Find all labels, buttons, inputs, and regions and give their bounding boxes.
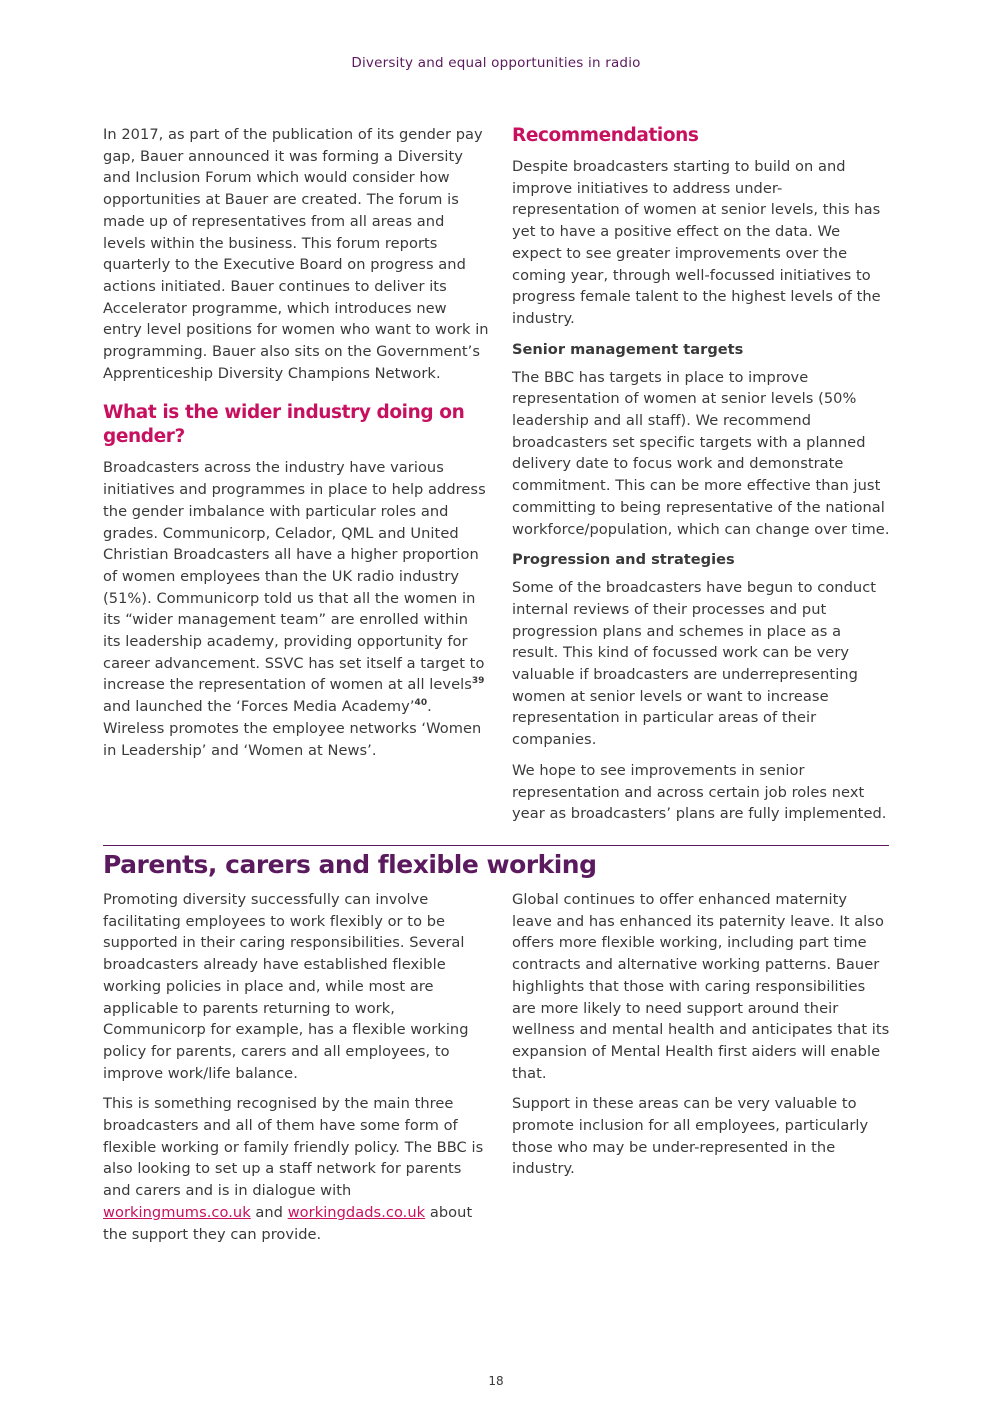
running-header: Diversity and equal opportunities in radio (351, 55, 641, 71)
progression-strategies-heading: Progression and strategies (512, 551, 735, 569)
senior-management-targets-heading: Senior management targets (512, 340, 744, 358)
section-divider (103, 845, 889, 846)
senior-management-paragraph: The BBC has targets in place to improve representation of women at senior levels (50% leadership and all staff). We recommend broadcasters set specific targets with a planned delivery date to focus work and demonstrate commitment. This can be more effective than just committing to being representative of the national workforce/population, which can change over time. (512, 368, 890, 538)
global-maternity-paragraph: Global continues to offer enhanced maternity leave and has enhanced its paternity leave. It also offers more flexible working, including part time contracts and alternative working patterns. Bauer highlights that those with caring responsibilities are more likely to need support around their wellness and mental health and anticipates that its expansion of Mental Health first aiders will enable that. (512, 891, 890, 1082)
wider-industry-text-c: . Wireless promotes the employee networks ‘Women in Leadership’ and ‘Women at News’. (103, 698, 482, 759)
footnote-40[interactable]: 40 (414, 698, 428, 709)
recommendations-paragraph: Despite broadcasters starting to build on and improve initiatives to address under-representation of women at senior levels, this has yet to have a positive effect on the data. We expect to see greater improvements over the coming year, through well-focussed initiatives to progress female talent to the highest levels of the industry. (512, 158, 881, 327)
wider-industry-text-a: Broadcasters across the industry have various initiatives and programmes in place to help address the gender imbalance with particular roles and grades. Communicorp, Celador, QML and United Christian Broadcasters all have a higher proportion of women employees than the UK radio industry (51%). Communicorp told us that all the women in its “wider management team” are enrolled within its leadership academy, providing opportunity for career advancement. SSVC has set itself a target to increase the representation of women at all levels (103, 459, 486, 694)
wider-industry-heading: What is the wider industry doing on gender? (103, 402, 465, 448)
footnote-39[interactable]: 39 (471, 676, 485, 687)
workingdads-link[interactable]: workingdads.co.uk (287, 1203, 426, 1221)
bottom-right-column (512, 889, 890, 1189)
bauer-forum-paragraph: In 2017, as part of the publication of its gender pay gap, Bauer announced it was forming a Diversity and Inclusion Forum which would consider how opportunities at Bauer are created. The forum is made up of representatives from all areas and levels within the business. This forum reports quarterly to the Executive Board on progress and actions initiated. Bauer continues to deliver its Accelerator programme, which introduces new entry level positions for women who want to work in programming. Bauer also sits on the Government’s Apprenticeship Diversity Champions Network. (103, 126, 489, 382)
improvements-paragraph: We hope to see improvements in senior representation and across certain job roles next year as broadcasters’ plans are fully implemented. (512, 761, 887, 823)
family-policy-text-b: and (250, 1203, 288, 1221)
top-right-column (512, 124, 890, 834)
wider-industry-paragraph (103, 457, 489, 761)
flexible-working-paragraph: Promoting diversity successfully can involve facilitating employees to work flexibly or to be supported in their caring responsibilities. Several broadcasters already have established flexible working policies in place and, while most are applicable to parents returning to work, Communicorp for example, has a flexible working policy for parents, carers and all employees, to improve work/life balance. (103, 891, 469, 1082)
workingmums-link[interactable]: workingmums.co.uk (103, 1203, 251, 1221)
wider-industry-text-b: and launched the ‘Forces Media Academy’ (103, 698, 415, 716)
family-policy-text-c: about the support they can provide. (103, 1203, 473, 1243)
support-paragraph: Support in these areas can be very valuable to promote inclusion for all employees, particularly those who may be under-represented in the industry. (512, 1095, 869, 1178)
section-title: Parents, carers and flexible working (103, 850, 597, 879)
recommendations-heading: Recommendations (512, 125, 699, 146)
family-policy-paragraph (103, 1093, 489, 1245)
top-left-column (103, 124, 489, 770)
page-number: 18 (488, 1374, 504, 1388)
progression-paragraph: Some of the broadcasters have begun to conduct internal reviews of their processes and put progression plans and schemes in place as a result. This kind of focussed work can be very valuable if broadcasters are underrepresenting women at senior levels or want to increase representation in particular areas of their companies. (512, 579, 877, 749)
bottom-left-column (103, 889, 489, 1254)
family-policy-text-a: This is something recognised by the main three broadcasters and all of them have some form of flexible working or family friendly policy. The BBC is also looking to set up a staff network for parents and carers and is in dialogue with (103, 1095, 484, 1200)
